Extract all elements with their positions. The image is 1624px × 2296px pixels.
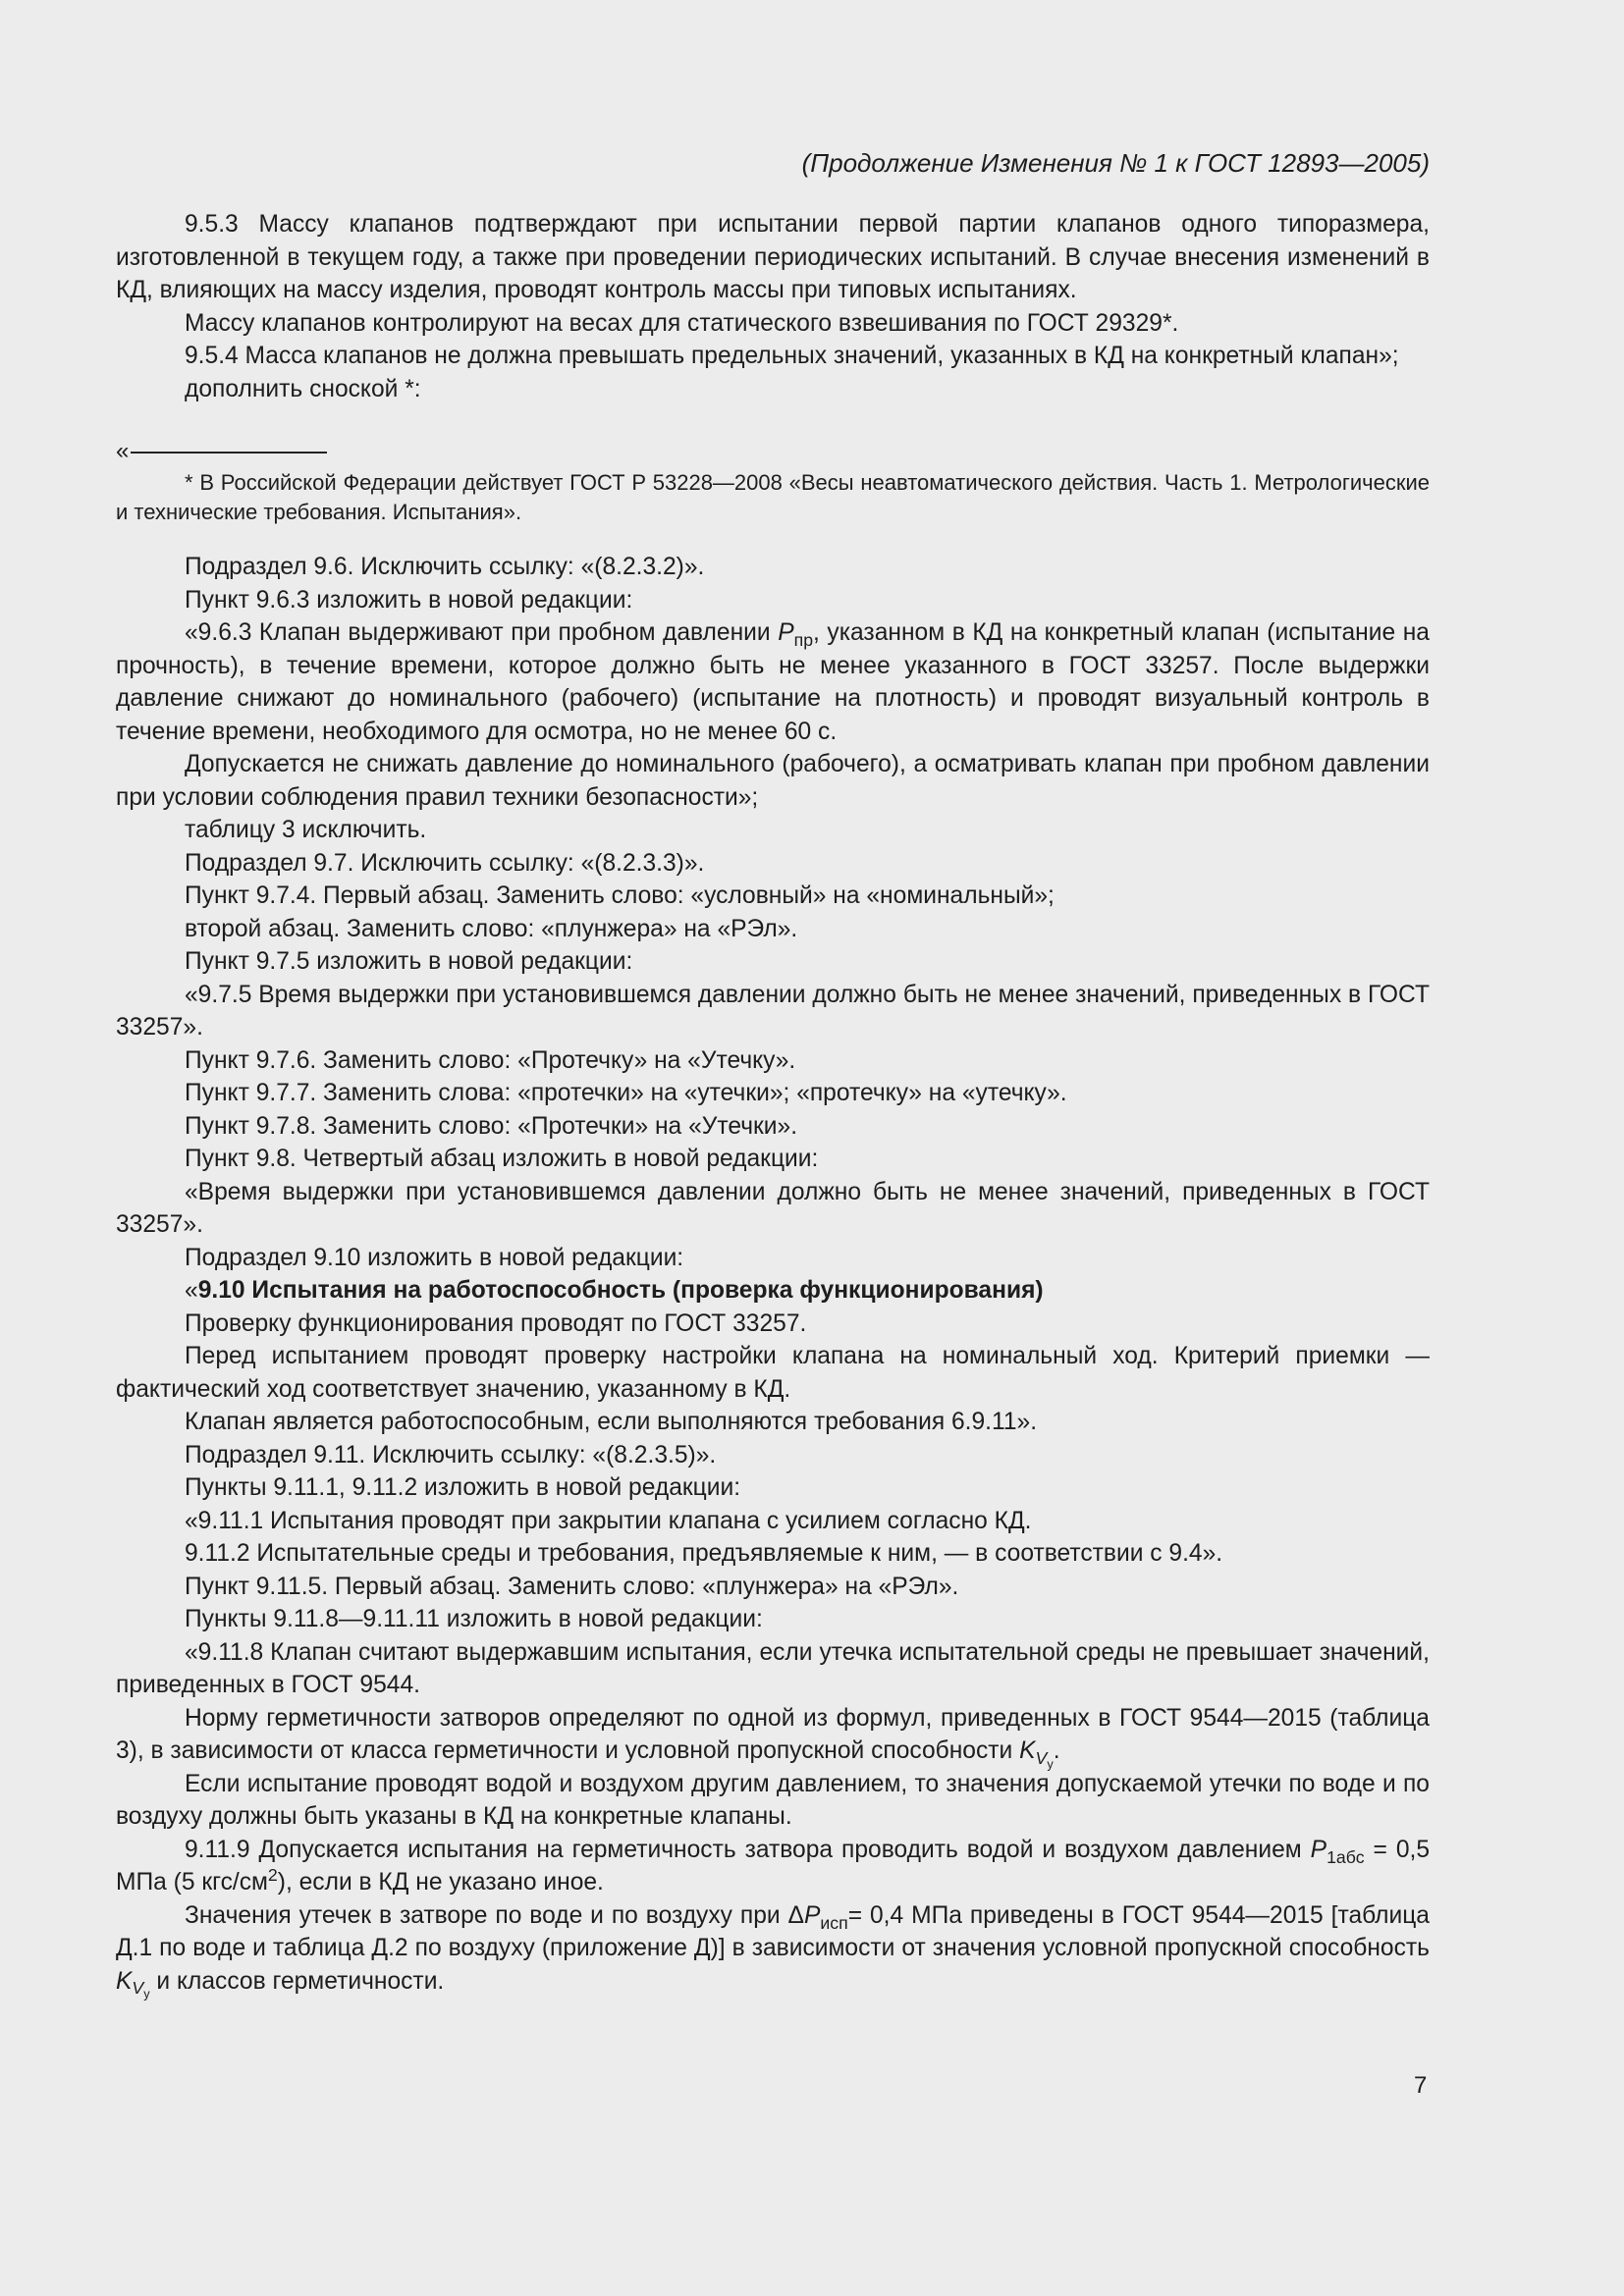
paragraph-9-5-3: 9.5.3 Массу клапанов подтверждают при испытании первой партии клапанов одного типоразмера, изготовленной в текущем году, а также при проведении периодических испытаний. В случае внесения изменений в КД, влияющих на массу изделия, проводят контроль массы при типовых испытаниях. [116, 211, 1430, 303]
paragraph-9-11-2: 9.11.2 Испытательные среды и требования, предъявляемые к ним, — в соответствии с 9.4». [185, 1540, 1223, 1567]
paragraph-9-7-5: «9.7.5 Время выдержки при установившемся давлении должно быть не менее значений, приведенных в ГОСТ 33257». [116, 981, 1430, 1041]
paragraph-9-11-8: «9.11.8 Клапан считают выдержавшим испытания, если утечка испытательной среды не превышает значений, приведенных в ГОСТ 9544. [116, 1638, 1430, 1698]
paragraph-9-7-5-intro: Пункт 9.7.5 изложить в новой редакции: [185, 948, 633, 975]
footnote-separator [116, 435, 1430, 468]
paragraph-9-7-4: Пункт 9.7.4. Первый абзац. Заменить слово: «условный» на «номинальный»; [185, 882, 1055, 909]
paragraph-9-11-8-intro: Пункты 9.11.8—9.11.11 изложить в новой редакции: [185, 1606, 763, 1632]
paragraph-stroke-check: Перед испытанием проводят проверку настройки клапана на номинальный ход. Критерий приемки — фактический ход соответствует значению, указанному в КД. [116, 1343, 1430, 1403]
footnote [116, 468, 1430, 527]
paragraph-9-7-8: Пункт 9.7.8. Заменить слово: «Протечки» на «Утечки». [185, 1112, 798, 1140]
paragraph-allowed: Допускается не снижать давление до номинального (рабочего), а осматривать клапан при пробном давлении при условии соблюдения правил техники безопасности»; [116, 751, 1430, 811]
paragraph-9-8: «Время выдержки при установившемся давлении должно быть не менее значений, приведенных в ГОСТ 33257». [116, 1178, 1430, 1238]
paragraph-tightness-norm: Норму герметичности затворов определяют по одной из формул, приведенных в ГОСТ 9544—2015 (таблица 3), в зависимости от класса герметичности и условной пропускной способности $K_{V_у}$. [116, 1704, 1430, 1772]
paragraph-9-6-ref: Подраздел 9.6. Исключить ссылку: «(8.2.3.2)». [185, 554, 705, 580]
running-header: (Продолжение Изменения № 1 к ГОСТ 12893—2005) [801, 148, 1430, 178]
paragraph-other-pressure: Если испытание проводят водой и воздухом другим давлением, то значения допускаемой утечки по воде и по воздуху должны быть указаны в КД на конкретные клапаны. [116, 1770, 1430, 1830]
document-body [116, 208, 1431, 2002]
paragraph-9-7-7: Пункт 9.7.7. Заменить слова: «протечки» на «утечки»; «протечку» на «утечку». [185, 1080, 1067, 1106]
page-number: 7 [1414, 2072, 1428, 2099]
paragraph-leak-values: Значения утечек в затворе по воде и по воздуху при $\Delta P_{исп}= 0,4$ МПа приведены в ГОСТ 9544—2015 [таблица Д.1 по воде и таблица Д.2 по воздуху (приложение Д)] в зависимости от значения условной пропускной способность $K_{V_у}$ и классов герметичности. [116, 1901, 1430, 2002]
paragraph-add-footnote: дополнить сноской *: [185, 375, 421, 402]
paragraph-9-11-9: 9.11.9 Допускается испытания на герметичность затвора проводить водой и воздухом давлением $P_{1абс} = 0,5$ МПа (5 кгс/$см^2$), если в КД не указано иное. [116, 1836, 1431, 1896]
footnote-open-quote: « [116, 438, 130, 465]
paragraph-9-11-1: «9.11.1 Испытания проводят при закрытии клапана с усилием согласно КД. [185, 1507, 1032, 1534]
footnote-text: * В Российской Федерации действует ГОСТ Р 53228—2008 «Весы неавтоматического действия. Часть 1. Метрологические и технические требования. Испытания». [116, 470, 1430, 524]
paragraph-9-8-intro: Пункт 9.8. Четвертый абзац изложить в новой редакции: [185, 1146, 819, 1172]
paragraph-9-5-4: 9.5.4 Масса клапанов не должна превышать предельных значений, указанных в КД на конкретный клапан»; [185, 343, 1399, 369]
paragraph-9-11-5: Пункт 9.11.5. Первый абзац. Заменить слово: «плунжера» на «РЭл». [185, 1573, 959, 1600]
paragraph-9-7-4-second: второй абзац. Заменить слово: «плунжера» на «РЭл». [185, 915, 798, 942]
paragraph-mass-control: Массу клапанов контролируют на весах для статического взвешивания по ГОСТ 29329*. [185, 309, 1179, 337]
paragraph-9-10-intro: Подраздел 9.10 изложить в новой редакции: [185, 1244, 684, 1271]
paragraph-9-7-ref: Подраздел 9.7. Исключить ссылку: «(8.2.3.3)». [185, 849, 705, 877]
paragraph-operable: Клапан является работоспособным, если выполняются требования 6.9.11». [185, 1409, 1038, 1435]
paragraph-9-11-ref: Подраздел 9.11. Исключить ссылку: «(8.2.3.5)». [185, 1441, 717, 1468]
paragraph-functional-check: Проверку функционирования проводят по ГОСТ 33257. [185, 1309, 807, 1337]
paragraph-9-6-3: «9.6.3 Клапан выдерживают при пробном давлении $P_{пр}$, указанном в КД на конкретный клапан (испытание на прочность), в течение времени, которое должно быть не менее указанного в ГОСТ 33257. После выдержки давление снижают до номинального (рабочего) (испытание на плотность) и проводят визуальный контроль в течение времени, необходимого для осмотра, но не менее 60 с. [116, 619, 1430, 745]
paragraph-9-6-3-intro: Пункт 9.6.3 изложить в новой редакции: [185, 586, 633, 614]
paragraph-table-3: таблицу 3 исключить. [185, 817, 427, 843]
footnote-rule [131, 452, 327, 454]
paragraph-9-11-1-intro: Пункты 9.11.1, 9.11.2 изложить в новой редакции: [185, 1474, 741, 1501]
heading-9-10: «9.10 Испытания на работоспособность (проверка функционирования) [185, 1277, 1044, 1304]
paragraph-9-7-6: Пункт 9.7.6. Заменить слово: «Протечку» на «Утечку». [185, 1046, 796, 1074]
